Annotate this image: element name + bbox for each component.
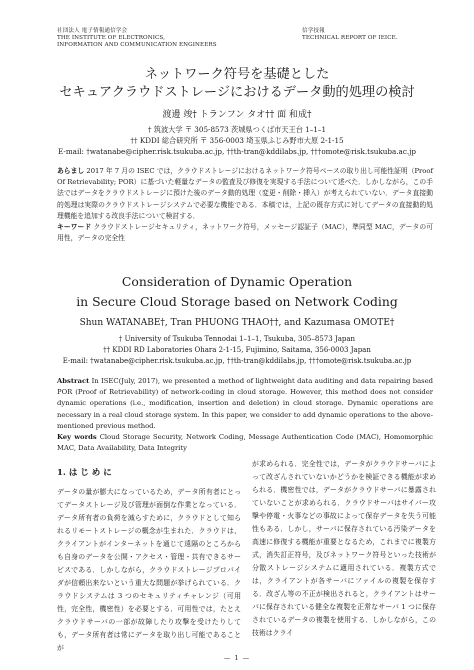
en-abstract-label: Abstract xyxy=(57,377,90,385)
en-affiliation-1: † University of Tsukuba Tennodai 1–1–1, Tsukuba, 305–8573 Japan xyxy=(118,335,356,343)
en-email: E-mail: †watanabe@cipher.risk.tsukuba.ac.jp, ††th-tran@kddilabs.jp, †††omote@risk.tsukuba.ac.jp xyxy=(62,357,412,366)
publisher-header xyxy=(57,28,217,50)
publisher-en-1: THE INSTITUTE OF ELECTRONICS, xyxy=(57,35,166,42)
publisher-en-2: INFORMATION AND COMMUNICATION ENGINEERS xyxy=(57,42,217,49)
en-affiliations xyxy=(0,334,474,368)
publisher-jp: 社団法人 電子情報通信学会 xyxy=(57,28,128,34)
jp-keywords-text: クラウドストレージセキュリティ，ネットワーク符号，メッセージ認証子（MAC），準同型 MAC，データの可用性，データの完全性 xyxy=(57,223,434,243)
jp-affiliations xyxy=(0,124,474,158)
en-affiliation-2: †† KDDI RD Laboratories Ohara 2-1-15, Fujimino, Saitama, 356-0003 Japan xyxy=(103,346,371,355)
jp-email: E-mail: †watanabe@cipher.risk.tsukuba.ac.jp, ††th-tran@kddilabs.jp, †††omote@risk.tsukuba.ac.jp xyxy=(58,147,416,157)
jp-title xyxy=(0,66,474,102)
jp-title-line-2: セキュアクラウドストレージにおけるデータ動的処理の検討 xyxy=(59,85,415,100)
jp-affiliation-1: † 筑波大学 〒 305-8573 茨城県つくば市天王台 1–1–1 xyxy=(147,125,327,134)
en-authors: Shun WATANABE†, Tran PHUONG THAO††, and Kazumasa OMOTE† xyxy=(79,318,395,328)
jp-abstract xyxy=(57,166,433,244)
body-column-right: が求められる．完全性では，データがクラウドサーバによって改ざんされていないかどうかを検証できる機能が求められる．機密性では，データがクラウドサーバに暴露されていないことが求められる．クラウドサーバはサイバー攻撃や停電・火事などの事故によって保存データを失う可能性もある．しかし，サーバに保存されている汚染データを高速に修復する機能が重要となるため，これまでに複製方式，消失訂正符号，及びネットワーク符号といった技術が分散ストレージシステムに適用されている．複製方式では，クライアントが各サーバにファイルの複製を保存する．改ざん等の不正が検出されると，クライアントはサーバに保存されている健全な複製を正常なサーバ 1 つに保存されているデータの複製を使用する．しかしながら，この技術はクライ xyxy=(252,460,436,637)
jp-abstract-text: 2017 年 7 月の ISEC では，クラウドストレージにおけるネットワーク符号ベースの取り出し可能性証明（Proof Of Retrievability; POR）に基づいた軽量なデータの監査及び修復を実現する手法について述べた．しかしながら，この手法ではデータをクラウドストレージに預けた後のデータ動的処理（変更・削除・挿入）が考えられていない．データ直接動的処理は実際のクラウドストレージシステムで必要な機能である．本稿では，上記の既存方式に対してデータの直接動的処理機能を追加する改良手法について検討する． xyxy=(57,167,434,220)
jp-keywords-label: キーワード xyxy=(57,223,92,232)
jp-abstract-label: あらまし xyxy=(57,167,85,175)
jp-authors: 渡邊 竣† トランフン タオ†† 面 和成† xyxy=(162,110,312,120)
en-title-line-2: in Secure Cloud Storage based on Network Coding xyxy=(76,294,398,309)
en-abstract xyxy=(57,376,433,454)
report-jp: 信学技報 xyxy=(302,28,325,34)
en-keywords-text: Cloud Storage Security, Network Coding, Message Authentication Code (MAC), Homomorphic MAC, Data Availability, Data Integrity xyxy=(57,433,433,453)
page-number: — 1 — xyxy=(223,654,251,662)
jp-affiliation-2: †† KDDI 総合研究所 〒 356-0003 埼玉県ふじみ野市大原 2-1-15 xyxy=(130,136,344,146)
en-keywords-label: Key words xyxy=(57,433,97,442)
en-title xyxy=(0,272,474,312)
en-title-line-1: Consideration of Dynamic Operation xyxy=(121,274,353,289)
en-abstract-text: In ISEC(July, 2017), we presented a method of lightweight data auditing and data repairing based POR (Proof of Retrievability) of network-coding in cloud storage. However, this method does not consider dynamic operations (i.e., modification, insertion and deletion) in cloud storage. Dynamic operations are necessary in a real cloud storage system. In this paper, we consider to add dynamic operations to the above-mentioned previous method. xyxy=(57,377,433,430)
section-heading: 1. は じ め に xyxy=(57,468,112,478)
body-column-left: データの量が膨大になっているため，データ所有者にとってデータストレージ及び管理が面倒な作業となっている．データ所有者の負荷を減らすために，クラウドとして知られるリモートストレージの概念が生まれた．クラウドは，クライアントがインターネットを通じて遠隔のところからも自身のデータを公開・アクセス・管理・共有できるサービスである．しかしながら，クラウドストレージプロバイダが信頼出来ないという重大な問題が挙げられている．クラウドシステムは 3 つのセキュリティチャレンジ（可用性，完全性，機密性）を必要とする．可用性では，たとえクラウドサーバの一部が故障したり攻撃を受けたりしても，データ所有者は常にデータを取り出し可能であることが xyxy=(57,488,241,652)
jp-title-line-1: ネットワーク符号を基礎とした xyxy=(144,67,330,82)
report-header xyxy=(302,28,398,42)
report-en: TECHNICAL REPORT OF IEICE. xyxy=(302,35,398,42)
